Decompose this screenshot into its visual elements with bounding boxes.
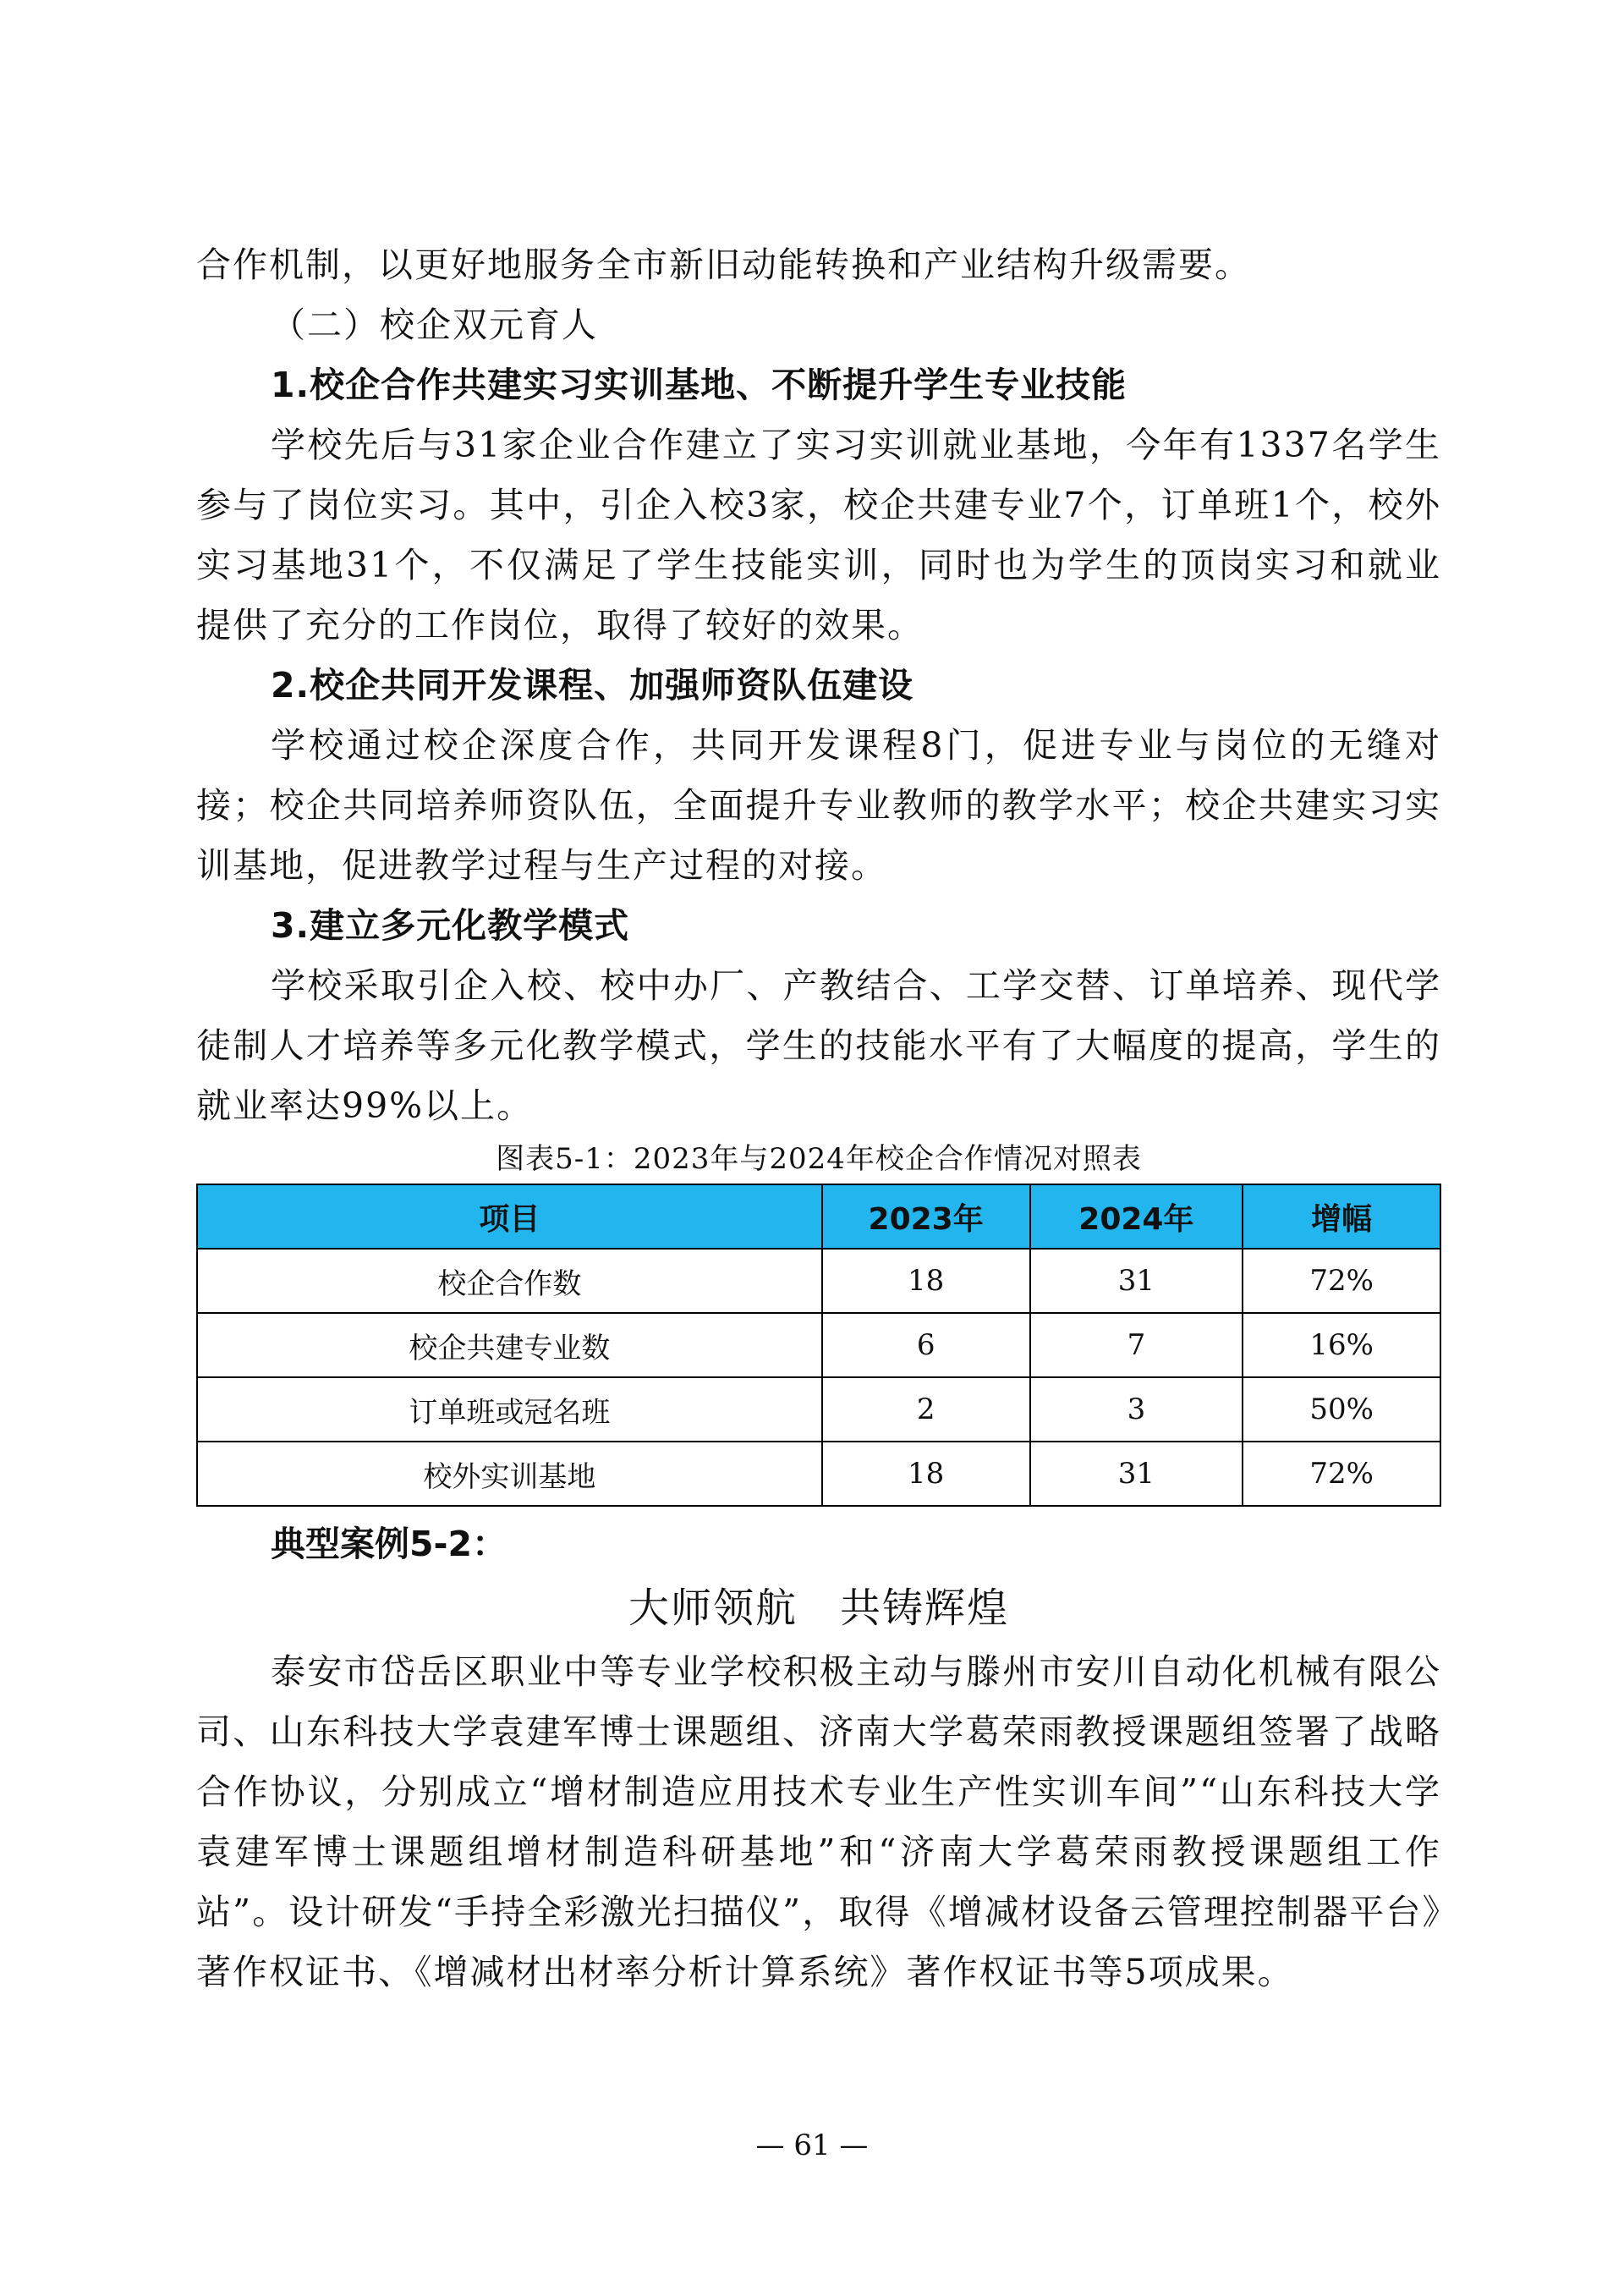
table-cell: 2 bbox=[822, 1377, 1030, 1442]
table-header-cell: 增幅 bbox=[1243, 1184, 1440, 1249]
table-cell: 6 bbox=[822, 1313, 1030, 1377]
table-cell: 72% bbox=[1243, 1442, 1440, 1506]
case-title: 大师领航 共铸辉煌 bbox=[628, 1585, 1009, 1632]
paragraph-3: 学校采取引企入校、校中办厂、产教结合、工学交替、订单培养、现代学徒制人才培养等多元化教学模式，学生的技能水平有了大幅度的提高，学生的就业率达99%以上。 bbox=[196, 965, 1441, 1126]
case-body: 泰安市岱岳区职业中等专业学校积极主动与滕州市安川自动化机械有限公司、山东科技大学袁建军博士课题组、济南大学葛荣雨教授课题组签署了战略合作协议，分别成立“增材制造应用技术专业生产性实训车间”“山东科技大学袁建军博士课题组增材制造科研基地”和“济南大学葛荣雨教授课题组工作站”。设计研发“手持全彩激光扫描仪”，取得《增减材设备云管理控制器平台》著作权证书、《增减材出材率分析计算系统》著作权证书等5项成果。 bbox=[196, 1651, 1441, 1992]
table-row bbox=[197, 1442, 1440, 1506]
page-content bbox=[196, 235, 1441, 2002]
table-cell: 校企合作数 bbox=[197, 1249, 822, 1313]
table-cell: 3 bbox=[1030, 1377, 1243, 1442]
paragraph-2: 学校通过校企深度合作，共同开发课程8门，促进专业与岗位的无缝对接；校企共同培养师资队伍，全面提升专业教师的教学水平；校企共建实习实训基地，促进教学过程与生产过程的对接。 bbox=[196, 725, 1441, 886]
table-header-cell: 2023年 bbox=[822, 1184, 1030, 1249]
table-header-cell: 2024年 bbox=[1030, 1184, 1243, 1249]
table-cell: 校企共建专业数 bbox=[197, 1313, 822, 1377]
table-cell: 16% bbox=[1243, 1313, 1440, 1377]
page-number: — 61 — bbox=[755, 2128, 869, 2162]
paragraph-1: 学校先后与31家企业合作建立了实习实训就业基地，今年有1337名学生参与了岗位实习。其中，引企入校3家，校企共建专业7个，订单班1个，校外实习基地31个，不仅满足了学生技能实训，同时也为学生的顶岗实习和就业提供了充分的工作岗位，取得了较好的效果。 bbox=[196, 425, 1441, 645]
table-cell: 校外实训基地 bbox=[197, 1442, 822, 1506]
table-cell: 31 bbox=[1030, 1442, 1243, 1506]
case-label: 典型案例5-2： bbox=[271, 1524, 508, 1564]
comparison-table bbox=[196, 1184, 1441, 1507]
table-header-cell: 项目 bbox=[197, 1184, 822, 1249]
table-cell: 18 bbox=[822, 1249, 1030, 1313]
table-caption: 图表5-1：2023年与2024年校企合作情况对照表 bbox=[496, 1142, 1142, 1176]
table-cell: 18 bbox=[822, 1442, 1030, 1506]
table-row bbox=[197, 1249, 1440, 1313]
heading-2: 2.校企共同开发课程、加强师资队伍建设 bbox=[271, 665, 914, 706]
table-header-row bbox=[197, 1184, 1440, 1249]
heading-3: 3.建立多元化教学模式 bbox=[271, 905, 630, 946]
table-cell: 7 bbox=[1030, 1313, 1243, 1377]
table-cell: 订单班或冠名班 bbox=[197, 1377, 822, 1442]
table-cell: 50% bbox=[1243, 1377, 1440, 1442]
paragraph-continuation: 合作机制，以更好地服务全市新旧动能转换和产业结构升级需要。 bbox=[196, 244, 1251, 285]
table-row bbox=[197, 1313, 1440, 1377]
heading-1: 1.校企合作共建实习实训基地、不断提升学生专业技能 bbox=[271, 365, 1127, 405]
table-cell: 72% bbox=[1243, 1249, 1440, 1313]
table-cell: 31 bbox=[1030, 1249, 1243, 1313]
section-subheading: （二）校企双元育人 bbox=[271, 305, 598, 345]
table-row bbox=[197, 1377, 1440, 1442]
